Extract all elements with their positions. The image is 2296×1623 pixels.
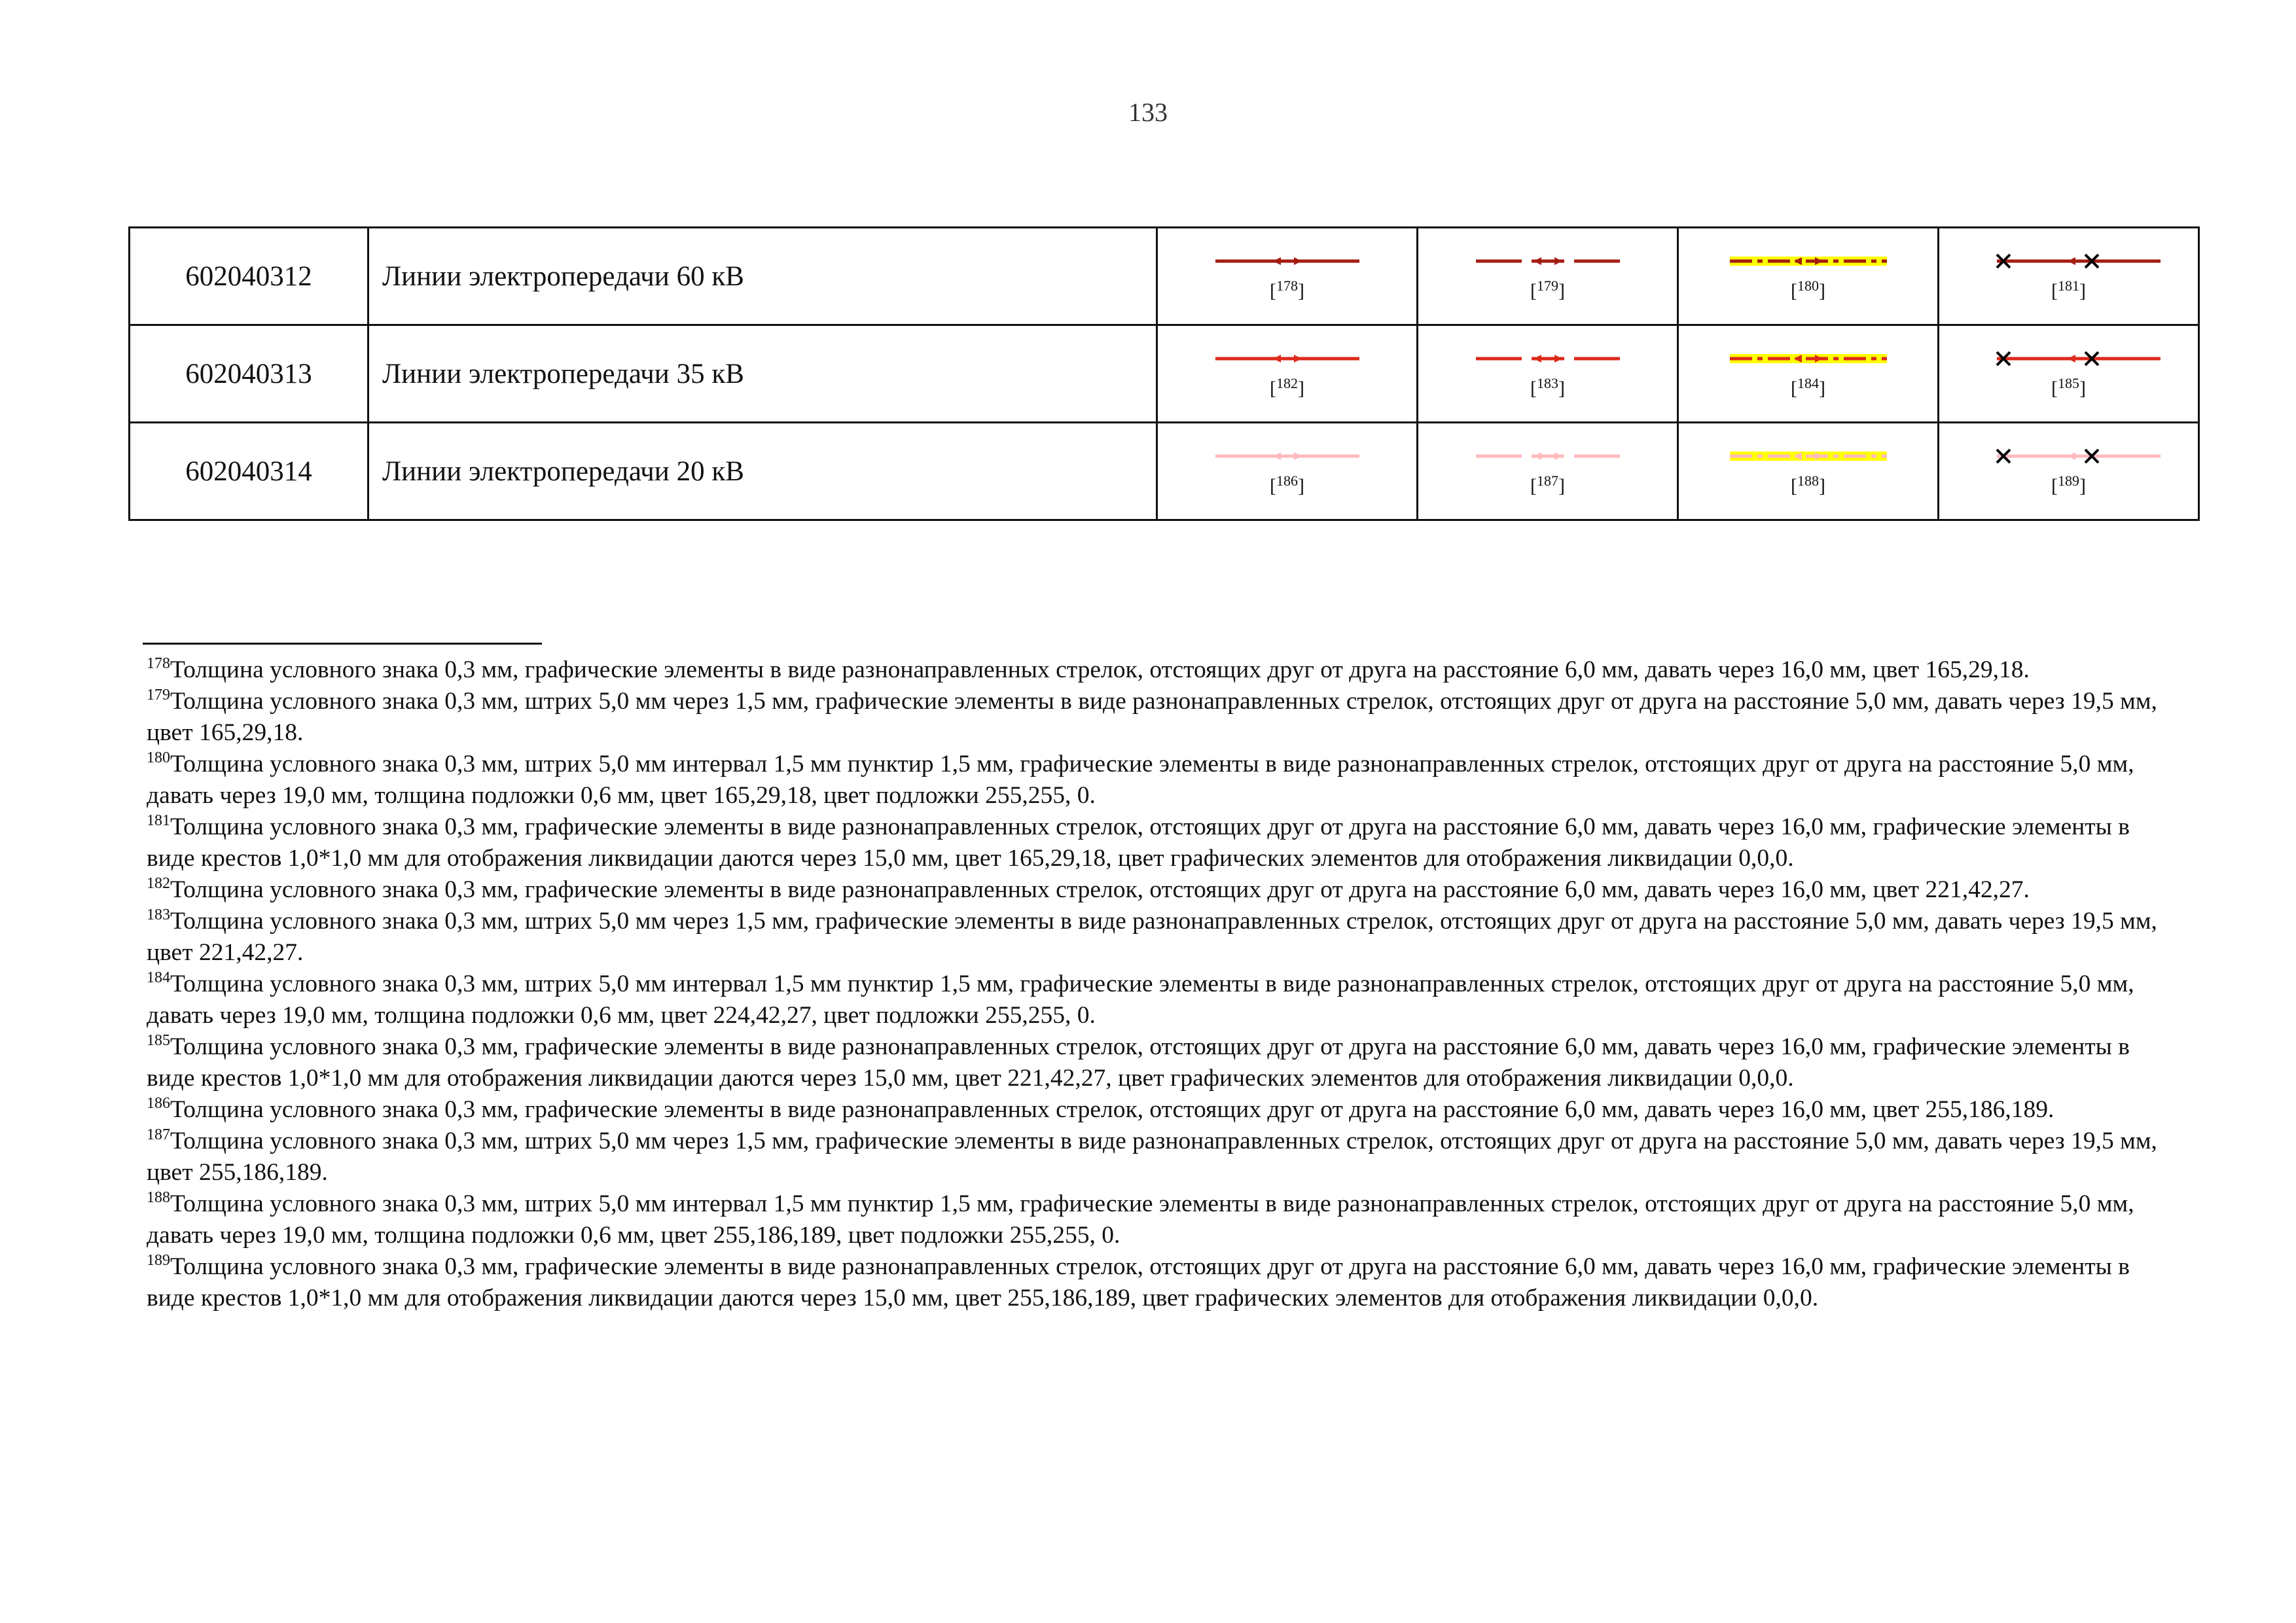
- line-symbol-icon: [1710, 346, 1907, 372]
- arrow-left-icon: [2068, 355, 2075, 363]
- footnote-number: 188: [147, 1189, 170, 1206]
- footnote-ref: [$^{189}$]: [2051, 473, 2086, 497]
- symbol-cell: [1418, 423, 1678, 520]
- footnote-ref-number: 179: [1537, 277, 1558, 294]
- symbol-cell: [1157, 423, 1418, 520]
- footnote: [147, 1094, 2162, 1126]
- footnote-number: 180: [147, 749, 170, 766]
- footnote-number: 184: [147, 969, 170, 986]
- footnote-ref-number: 189: [2058, 473, 2079, 489]
- footnote: [147, 1126, 2162, 1188]
- footnote-text: Толщина условного знака 0,3 мм, графические элементы в виде разнонаправленных стрелок, отстоящих друг от друга на расстояние 6,0 мм, давать через 16,0 мм, графические элементы в виде крестов 1,0*1,0 мм для отображения ликвидации даются через 15,0 мм, цвет 221,42,27, цвет графических элементов для отображения ликвидации 0,0,0.: [147, 1033, 2130, 1092]
- footnote-ref: [$^{186}$]: [1270, 473, 1304, 497]
- feature-name: Линии электропередачи 20 кВ: [368, 423, 1157, 520]
- footnote-text: Толщина условного знака 0,3 мм, штрих 5,0 мм интервал 1,5 мм пунктир 1,5 мм, графические элементы в виде разнонаправленных стрелок, отстоящих друг от друга на расстояние 5,0 мм, давать через 19,0 мм, толщина подложки 0,6 мм, цвет 165,29,18, цвет подложки 255,255, 0.: [147, 751, 2134, 809]
- footnote: [147, 812, 2162, 874]
- line-symbol-icon: [1450, 443, 1646, 469]
- arrow-left-icon: [1534, 452, 1541, 460]
- arrow-right-icon: [1294, 355, 1302, 363]
- line-symbol-icon: [1189, 346, 1386, 372]
- symbol-cell: [1939, 325, 2199, 423]
- footnote-number: 183: [147, 906, 170, 923]
- footnote-ref: [$^{183}$]: [1530, 375, 1565, 399]
- footnote: [147, 874, 2162, 906]
- footnote-text: Толщина условного знака 0,3 мм, графические элементы в виде разнонаправленных стрелок, отстоящих друг от друга на расстояние 6,0 мм, давать через 16,0 мм, цвет 221,42,27.: [170, 876, 2030, 903]
- footnote-ref-number: 184: [1797, 375, 1819, 391]
- footnote-text: Толщина условного знака 0,3 мм, графические элементы в виде разнонаправленных стрелок, отстоящих друг от друга на расстояние 6,0 мм, давать через 16,0 мм, цвет 165,29,18.: [170, 656, 2030, 683]
- line-symbol-icon: [1189, 443, 1386, 469]
- feature-code: 602040313: [130, 325, 368, 423]
- feature-name: Линии электропередачи 35 кВ: [368, 325, 1157, 423]
- feature-code: 602040312: [130, 228, 368, 325]
- line-symbol-icon: [1971, 248, 2167, 274]
- footnote-ref-number: 180: [1797, 277, 1819, 294]
- footnote-ref: [$^{179}$]: [1530, 277, 1565, 302]
- footnote: [147, 1188, 2162, 1251]
- symbol-cell: [1418, 228, 1678, 325]
- legend-table: [128, 226, 2200, 521]
- footnote-number: 187: [147, 1126, 170, 1143]
- feature-name: Линии электропередачи 60 кВ: [368, 228, 1157, 325]
- footnotes: [147, 654, 2162, 1314]
- line-symbol-icon: [1710, 443, 1907, 469]
- symbol-cell: [1678, 325, 1939, 423]
- line-symbol-icon: [1710, 248, 1907, 274]
- footnote-text: Толщина условного знака 0,3 мм, графические элементы в виде разнонаправленных стрелок, отстоящих друг от друга на расстояние 6,0 мм, давать через 16,0 мм, цвет 255,186,189.: [170, 1096, 2054, 1123]
- footnote-ref-number: 187: [1537, 473, 1558, 489]
- footnote-text: Толщина условного знака 0,3 мм, графические элементы в виде разнонаправленных стрелок, отстоящих друг от друга на расстояние 6,0 мм, давать через 16,0 мм, графические элементы в виде крестов 1,0*1,0 мм для отображения ликвидации даются через 15,0 мм, цвет 165,29,18, цвет графических элементов для отображения ликвидации 0,0,0.: [147, 813, 2130, 872]
- footnote-number: 178: [147, 655, 170, 672]
- footnote: [147, 906, 2162, 969]
- feature-code: 602040314: [130, 423, 368, 520]
- footnote-number: 182: [147, 875, 170, 892]
- arrow-right-icon: [1294, 452, 1302, 460]
- footnote-ref: [$^{180}$]: [1791, 277, 1825, 302]
- footnote: [147, 969, 2162, 1031]
- arrow-left-icon: [1534, 355, 1541, 363]
- footnote-ref-number: 182: [1276, 375, 1298, 391]
- line-symbol-icon: [1971, 443, 2167, 469]
- footnote-ref: [$^{182}$]: [1270, 375, 1304, 399]
- footnote-text: Толщина условного знака 0,3 мм, штрих 5,0 мм интервал 1,5 мм пунктир 1,5 мм, графические элементы в виде разнонаправленных стрелок, отстоящих друг от друга на расстояние 5,0 мм, давать через 19,0 мм, толщина подложки 0,6 мм, цвет 224,42,27, цвет подложки 255,255, 0.: [147, 971, 2134, 1029]
- table-row: [130, 228, 2199, 325]
- arrow-left-icon: [2068, 257, 2075, 265]
- footnote-ref-number: 186: [1276, 473, 1298, 489]
- footnote-number: 185: [147, 1032, 170, 1049]
- footnote: [147, 1251, 2162, 1314]
- table-row: [130, 423, 2199, 520]
- footnote-ref: [$^{185}$]: [2051, 375, 2086, 399]
- line-symbol-icon: [1971, 346, 2167, 372]
- footnote-ref: [$^{187}$]: [1530, 473, 1565, 497]
- footnote-separator: [143, 643, 542, 645]
- footnote-text: Толщина условного знака 0,3 мм, штрих 5,0 мм через 1,5 мм, графические элементы в виде разнонаправленных стрелок, отстоящих друг от друга на расстояние 5,0 мм, давать через 19,5 мм, цвет 255,186,189.: [147, 1128, 2157, 1186]
- footnote-ref: [$^{181}$]: [2051, 277, 2086, 302]
- line-symbol-icon: [1450, 346, 1646, 372]
- symbol-cell: [1157, 325, 1418, 423]
- symbol-cell: [1939, 423, 2199, 520]
- footnote-ref-number: 178: [1276, 277, 1298, 294]
- arrow-left-icon: [2068, 452, 2075, 460]
- arrow-left-icon: [1273, 355, 1281, 363]
- footnote-text: Толщина условного знака 0,3 мм, графические элементы в виде разнонаправленных стрелок, отстоящих друг от друга на расстояние 6,0 мм, давать через 16,0 мм, графические элементы в виде крестов 1,0*1,0 мм для отображения ликвидации даются через 15,0 мм, цвет 255,186,189, цвет графических элементов для отображения ликвидации 0,0,0.: [147, 1253, 2130, 1311]
- footnote: [147, 686, 2162, 749]
- footnote-number: 186: [147, 1095, 170, 1112]
- arrow-right-icon: [1294, 257, 1302, 265]
- line-symbol-icon: [1450, 248, 1646, 274]
- page-number: 133: [1128, 98, 1168, 127]
- footnote: [147, 1031, 2162, 1094]
- footnote-number: 181: [147, 812, 170, 829]
- symbol-cell: [1939, 228, 2199, 325]
- footnote-ref-number: 185: [2058, 375, 2079, 391]
- arrow-right-icon: [1554, 257, 1562, 265]
- footnote-text: Толщина условного знака 0,3 мм, штрих 5,0 мм через 1,5 мм, графические элементы в виде разнонаправленных стрелок, отстоящих друг от друга на расстояние 5,0 мм, давать через 19,5 мм, цвет 165,29,18.: [147, 688, 2157, 746]
- footnote-ref: [$^{184}$]: [1791, 375, 1825, 399]
- arrow-left-icon: [1273, 257, 1281, 265]
- line-symbol-icon: [1189, 248, 1386, 274]
- footnote-number: 189: [147, 1252, 170, 1269]
- footnote-number: 179: [147, 687, 170, 704]
- footnote-text: Толщина условного знака 0,3 мм, штрих 5,0 мм интервал 1,5 мм пунктир 1,5 мм, графические элементы в виде разнонаправленных стрелок, отстоящих друг от друга на расстояние 5,0 мм, давать через 19,0 мм, толщина подложки 0,6 мм, цвет 255,186,189, цвет подложки 255,255, 0.: [147, 1190, 2134, 1249]
- footnote-ref-number: 181: [2058, 277, 2079, 294]
- footnote-ref-number: 188: [1797, 473, 1819, 489]
- symbol-cell: [1678, 423, 1939, 520]
- footnote-text: Толщина условного знака 0,3 мм, штрих 5,0 мм через 1,5 мм, графические элементы в виде разнонаправленных стрелок, отстоящих друг от друга на расстояние 5,0 мм, давать через 19,5 мм, цвет 221,42,27.: [147, 908, 2157, 966]
- arrow-right-icon: [1554, 355, 1562, 363]
- footnote: [147, 654, 2162, 686]
- footnote-ref: [$^{188}$]: [1791, 473, 1825, 497]
- table-row: [130, 325, 2199, 423]
- arrow-left-icon: [1534, 257, 1541, 265]
- footnote-ref-number: 183: [1537, 375, 1558, 391]
- arrow-right-icon: [1554, 452, 1562, 460]
- symbol-cell: [1418, 325, 1678, 423]
- footnote-ref: [$^{178}$]: [1270, 277, 1304, 302]
- footnote: [147, 749, 2162, 812]
- symbol-cell: [1157, 228, 1418, 325]
- arrow-left-icon: [1273, 452, 1281, 460]
- symbol-cell: [1678, 228, 1939, 325]
